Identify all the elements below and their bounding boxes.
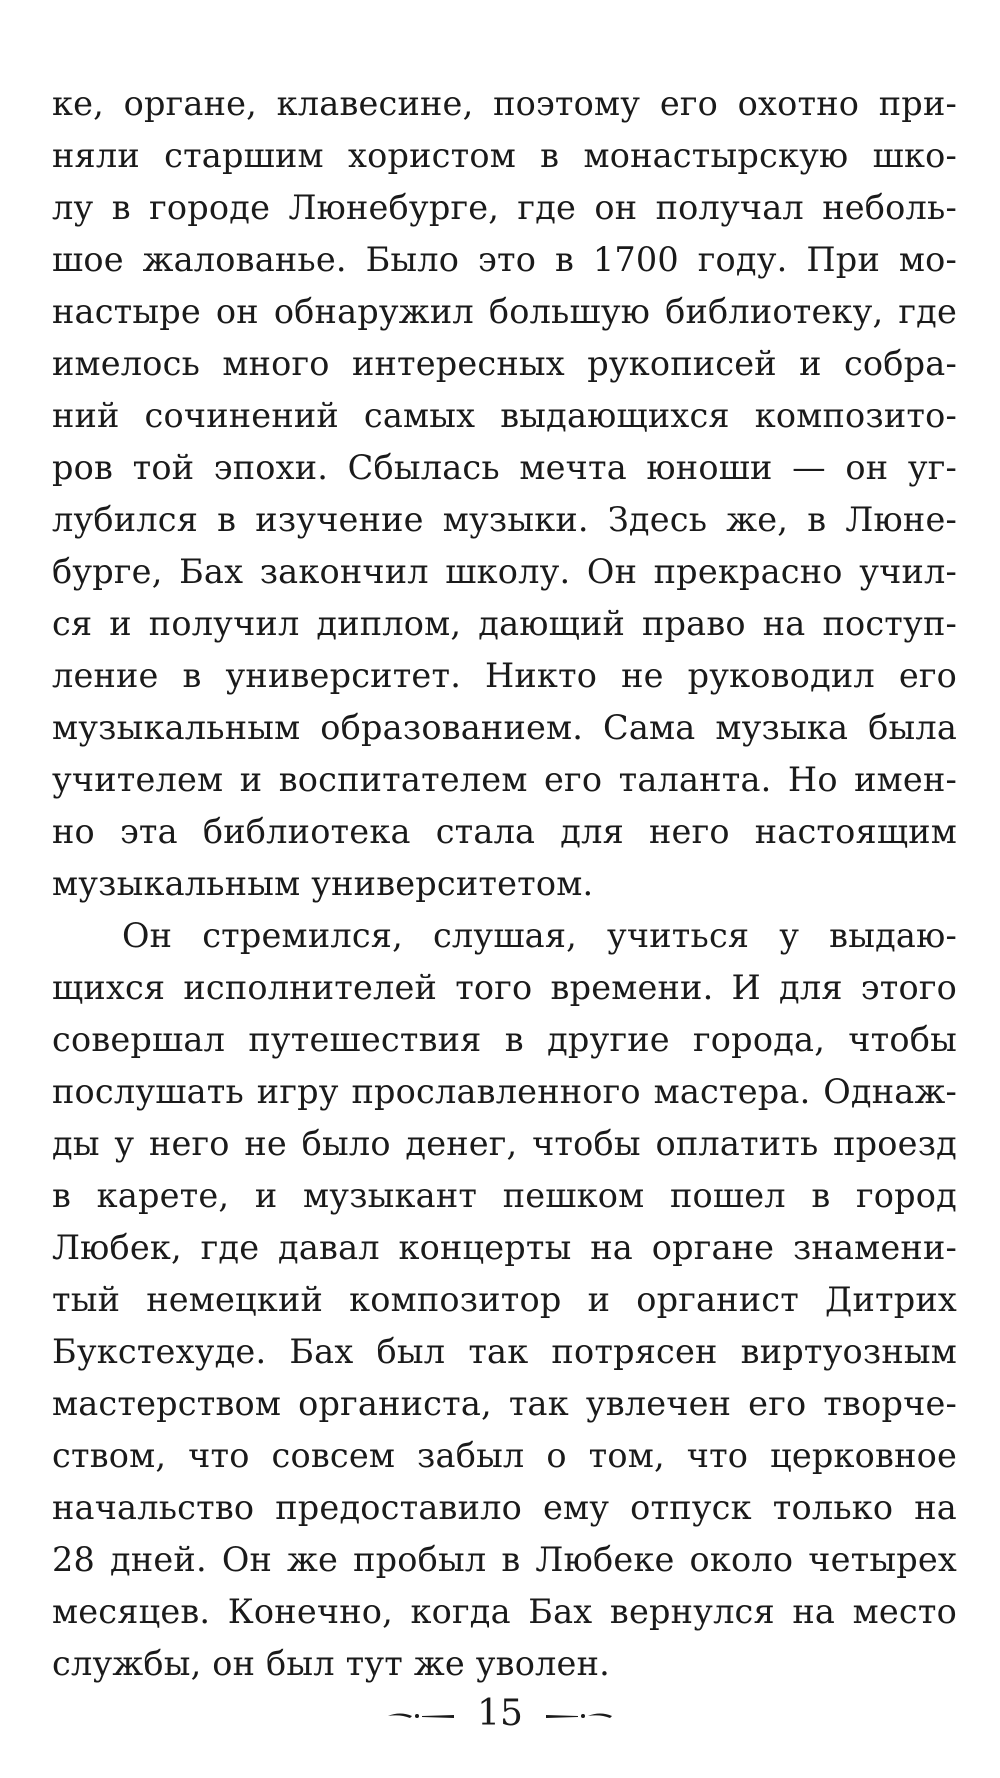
text-line: имелось много интересных рукописей и собра- — [52, 344, 957, 383]
text-line: Любек, где давал концерты на органе знамени- — [52, 1228, 957, 1267]
text-line: ся и получил диплом, дающий право на поступ- — [52, 604, 957, 643]
text-line: щихся исполнителей того времени. И для этого — [52, 968, 957, 1007]
text-line: няли старшим хористом в монастырскую шко- — [52, 136, 957, 175]
text-line: учителем и воспитателем его таланта. Но имен- — [52, 760, 957, 799]
text-line: шое жалованье. Было это в 1700 году. При мо- — [52, 240, 957, 279]
text-line: бурге, Бах закончил школу. Он прекрасно учил- — [52, 552, 957, 591]
text-line: но эта библиотека стала для него настоящим — [52, 812, 957, 851]
text-line: месяцев. Конечно, когда Бах вернулся на место — [52, 1592, 957, 1631]
text-line: ров той эпохи. Сбылась мечта юноши — он уг- — [52, 448, 957, 487]
text-line: лубился в изучение музыки. Здесь же, в Люне- — [52, 500, 957, 539]
text-line: 28 дней. Он же пробыл в Любеке около четырех — [52, 1540, 957, 1579]
right-ornament-icon — [544, 1704, 614, 1724]
text-line: тый немецкий композитор и органист Дитрих — [52, 1280, 957, 1319]
text-line: начальство предоставило ему отпуск только на — [52, 1488, 957, 1527]
text-line: музыкальным образованием. Сама музыка была — [52, 708, 957, 747]
page-footer — [0, 1690, 1000, 1736]
body-text — [52, 78, 957, 1690]
paragraph-1 — [52, 78, 957, 910]
text-line: ний сочинений самых выдающихся композито- — [52, 396, 957, 435]
text-line: ды у него не было денег, чтобы оплатить проезд — [52, 1124, 957, 1163]
paragraph-2 — [52, 910, 957, 1690]
text-line: ке, органе, клавесине, поэтому его охотно при- — [52, 84, 957, 123]
left-ornament-icon — [386, 1704, 456, 1724]
text-line: Букстехуде. Бах был так потрясен виртуозным — [52, 1332, 957, 1371]
text-line: мастерством органиста, так увлечен его творче- — [52, 1384, 957, 1423]
text-line: Он стремился, слушая, учиться у выдаю- — [122, 916, 957, 955]
text-line: совершал путешествия в другие города, чтобы — [52, 1020, 957, 1059]
text-line: ление в университет. Никто не руководил его — [52, 656, 957, 695]
text-line: музыкальным университетом. — [52, 864, 594, 903]
text-line: послушать игру прославленного мастера. Однаж- — [52, 1072, 957, 1111]
text-line: настыре он обнаружил большую библиотеку, где — [52, 292, 957, 331]
text-line: ством, что совсем забыл о том, что церковное — [52, 1436, 957, 1475]
text-line: лу в городе Люнебурге, где он получал неболь- — [52, 188, 957, 227]
text-line: службы, он был тут же уволен. — [52, 1644, 610, 1683]
page-number: 15 — [477, 1693, 523, 1734]
text-line: в карете, и музыкант пешком пошел в город — [52, 1176, 957, 1215]
